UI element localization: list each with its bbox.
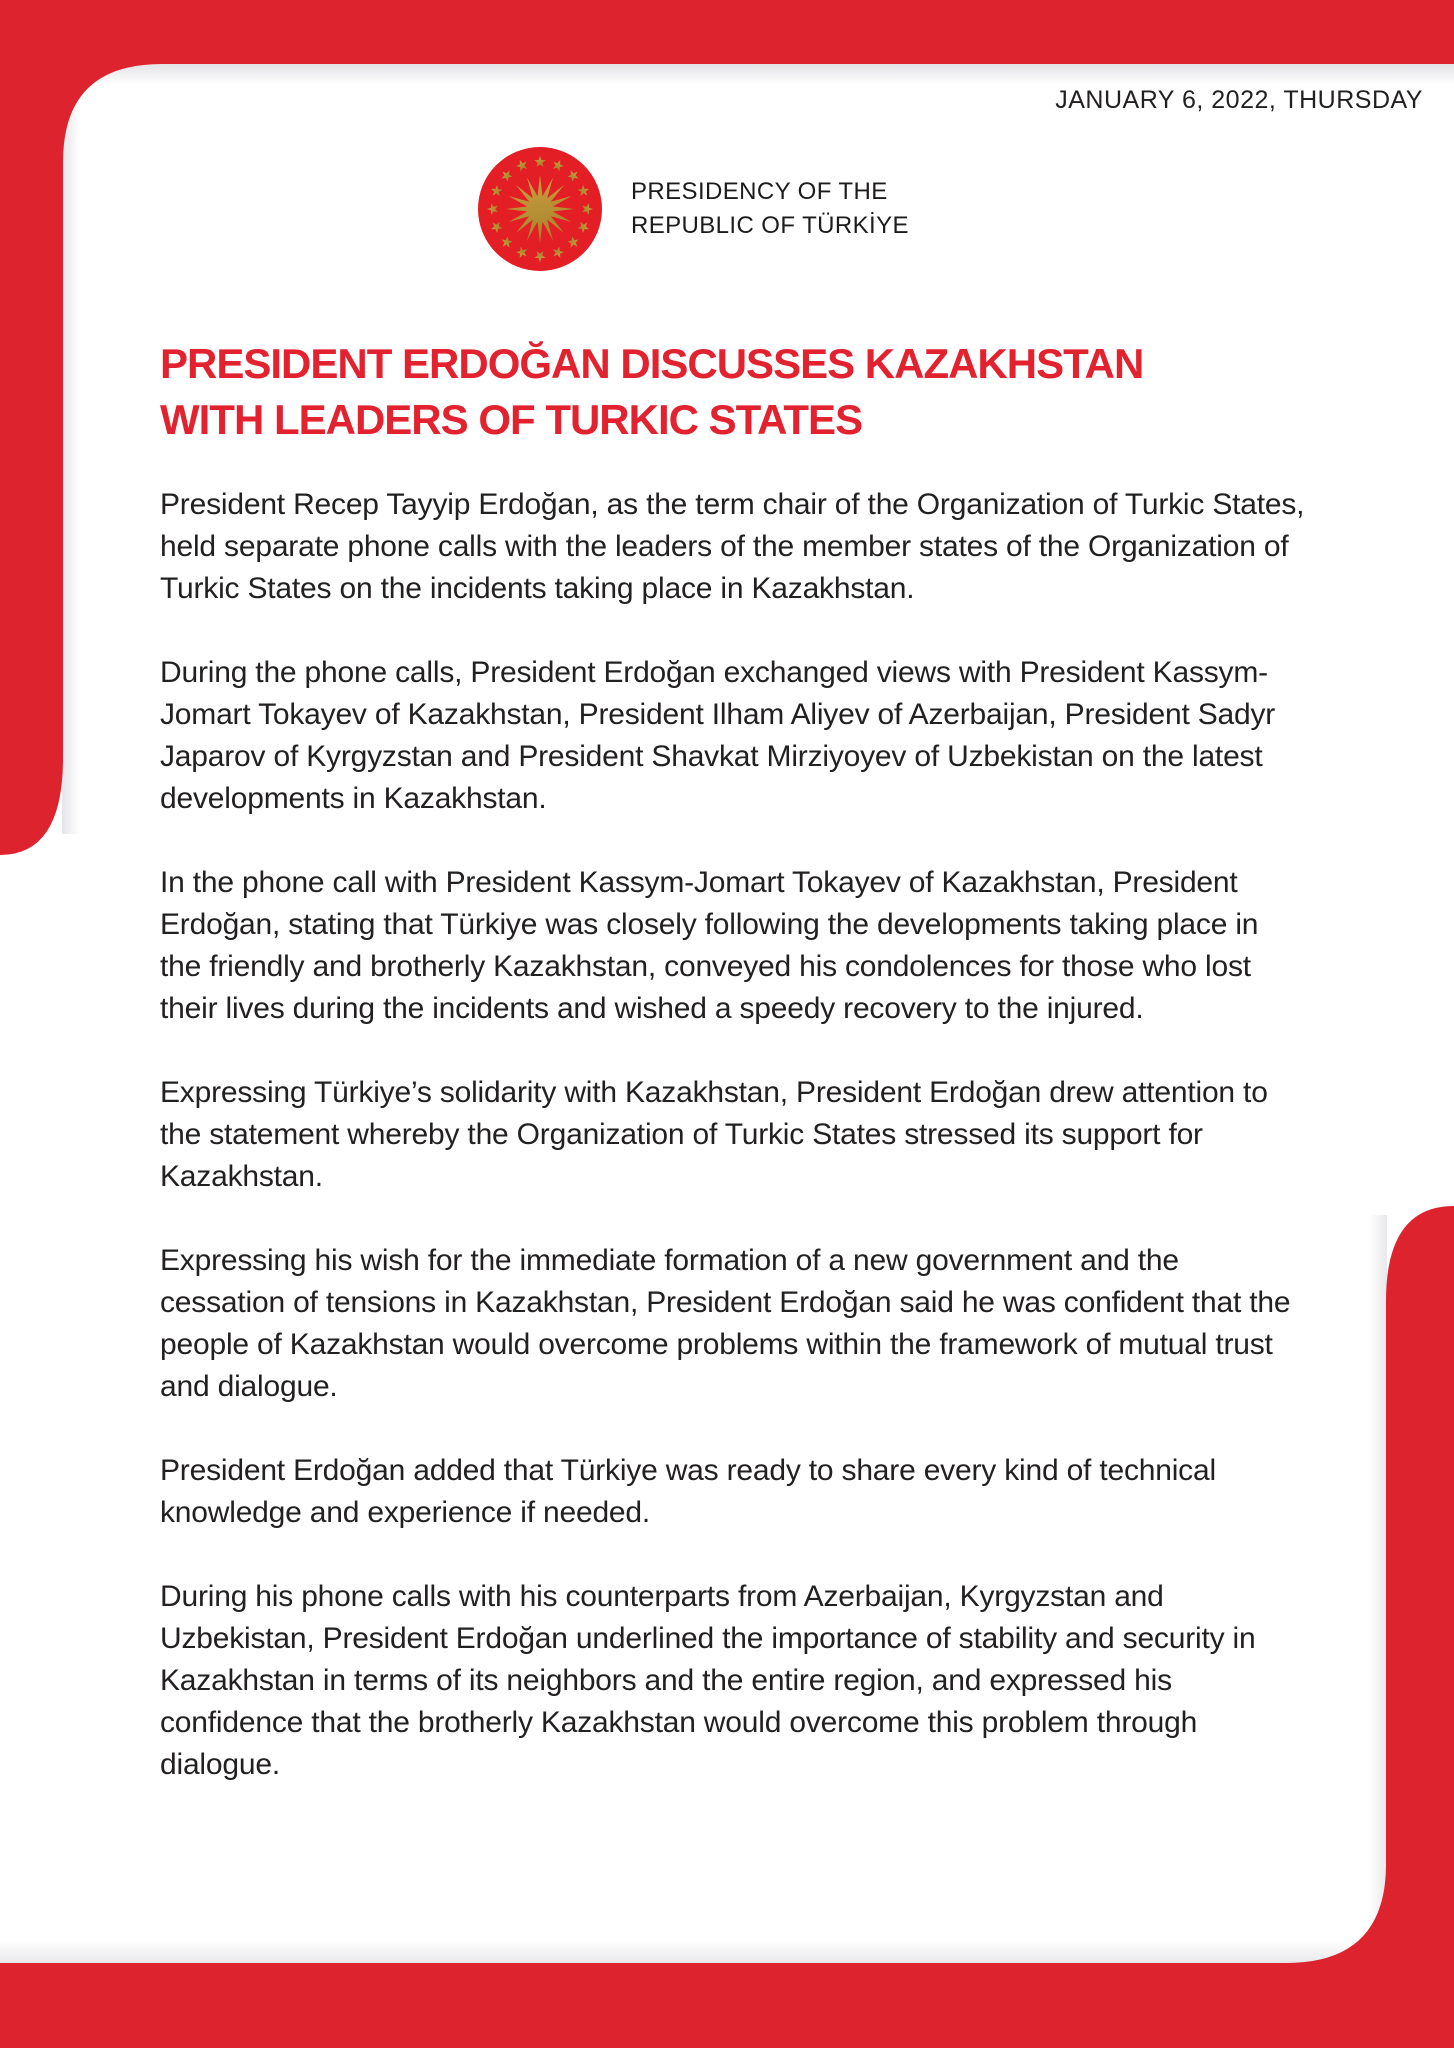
article-title: PRESIDENT ERDOĞAN DISCUSSES KAZAKHSTAN WITH LEADERS OF TURKIC STATES xyxy=(160,340,1144,443)
article-paragraph: During the phone calls, President Erdoğan exchanged views with President Kassym-Jomart Tokayev of Kazakhstan, President Ilham Aliyev of Azerbaijan, President Sadyr Japarov of Kyrgyzstan and President Shavkat Mirziyoyev of Uzbekistan on the latest developments in Kazakhstan. xyxy=(160,656,1276,815)
article-paragraph: President Erdoğan added that Türkiye was ready to share every kind of technical knowledge and experience if needed. xyxy=(160,1454,1216,1529)
article-paragraph: President Recep Tayyip Erdoğan, as the term chair of the Organization of Turkic States, held separate phone calls with the leaders of the member states of the Organization of Turkic States on the incidents taking place in Kazakhstan. xyxy=(160,488,1305,605)
article-paragraph: In the phone call with President Kassym-Jomart Tokayev of Kazakhstan, President Erdoğan, stating that Türkiye was closely following the developments taking place in the friendly and brotherly Kazakhstan, conveyed his condolences for those who lost their lives during the incidents and wished a speedy recovery to the injured. xyxy=(160,866,1259,1025)
article xyxy=(160,336,1305,1786)
presidency-logo xyxy=(477,146,909,272)
presidential-seal-icon xyxy=(477,146,603,272)
article-paragraph: Expressing his wish for the immediate formation of a new government and the cessation of tensions in Kazakhstan, President Erdoğan said he was confident that the people of Kazakhstan would overcome problems within the framework of mutual trust and dialogue. xyxy=(160,1244,1291,1403)
article-paragraph: Expressing Türkiye’s solidarity with Kazakhstan, President Erdoğan drew attention to the statement whereby the Organization of Turkic States stressed its support for Kazakhstan. xyxy=(160,1076,1268,1193)
logo-wordmark-line1: PRESIDENCY OF THE xyxy=(631,178,888,205)
date-label: JANUARY 6, 2022, THURSDAY xyxy=(1055,86,1423,114)
logo-wordmark xyxy=(631,175,909,243)
article-paragraph: During his phone calls with his counterparts from Azerbaijan, Kyrgyzstan and Uzbekistan, President Erdoğan underlined the importance of stability and security in Kazakhstan in terms of its neighbors and the entire region, and expressed his confidence that the brotherly Kazakhstan would overcome this problem through dialogue. xyxy=(160,1580,1256,1781)
logo-wordmark-line2: REPUBLIC OF TÜRKİYE xyxy=(631,212,909,239)
